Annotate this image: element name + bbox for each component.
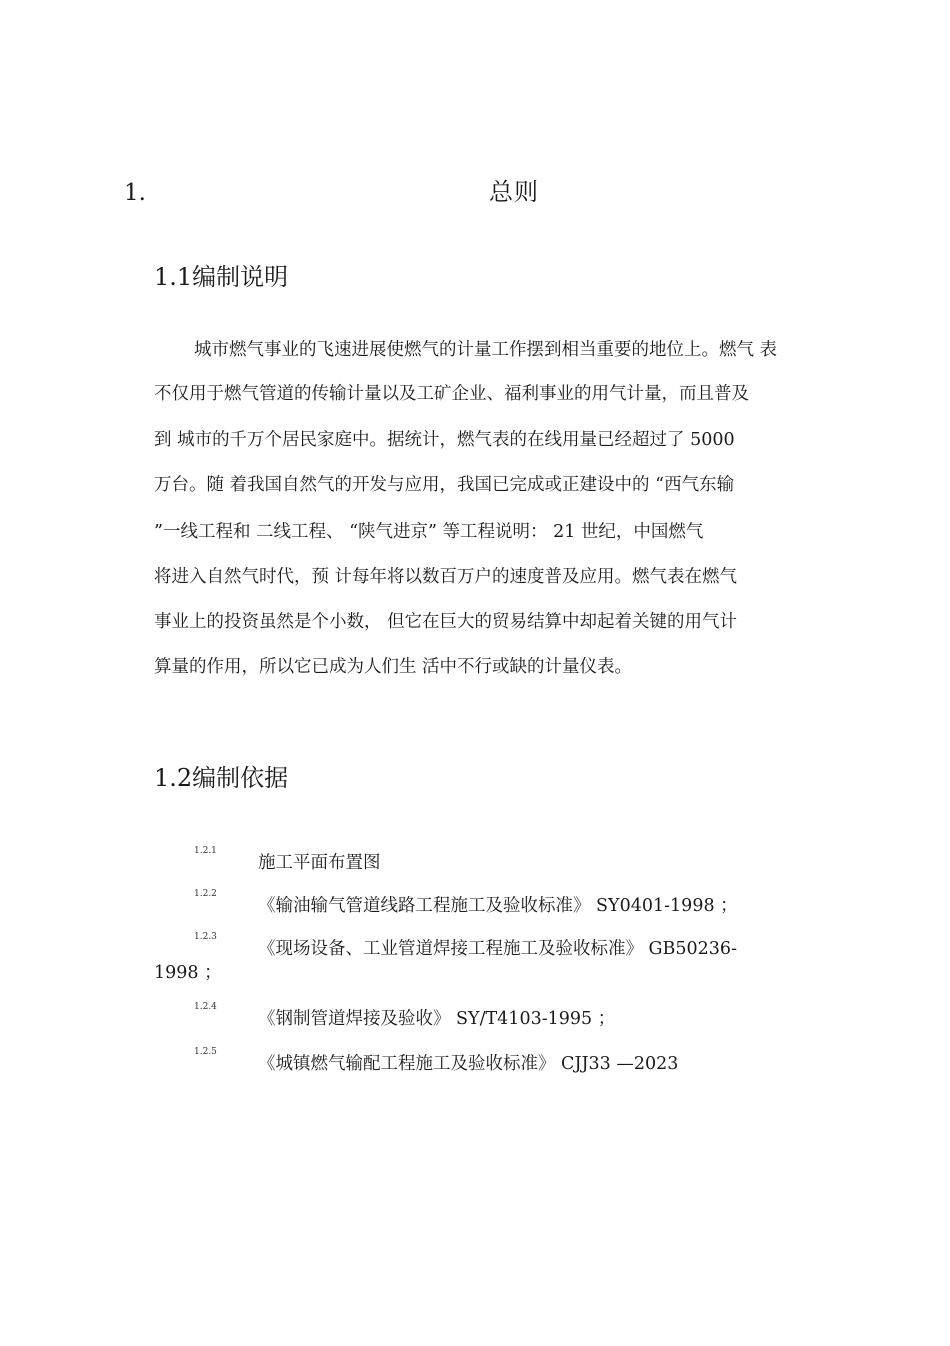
chapter-number: 1. (124, 180, 146, 206)
paragraph-line: 将进入自然气时代，预 计每年将以数百万户的速度普及应用。燃气表在燃气 (154, 567, 738, 587)
chapter-title: 总则 (489, 178, 539, 206)
paragraph-line: 不仅用于燃气管道的传输计量以及工矿企业、福利事业的用气计量，而且普及 (154, 384, 749, 404)
reference-number: 1.2.3 (194, 932, 217, 942)
reference-number: 1.2.2 (194, 889, 217, 899)
section-heading-1-2: 1.2编制依据 (154, 764, 289, 792)
reference-text: 《城镇燃气输配工程施工及验收标准》 CJJ33 —2023 (258, 1054, 679, 1074)
paragraph-line: 万台。随 着我国自然气的开发与应用，我国已完成或正建设中的 “西气东输 (154, 475, 735, 495)
reference-text: 《现场设备、工业管道焊接工程施工及验收标准》 GB50236- (258, 939, 737, 959)
reference-text: 施工平面布置图 (258, 853, 381, 873)
paragraph-line: 算量的作用，所以它已成为人们生 活中不行或缺的计量仪表。 (154, 657, 633, 677)
reference-number: 1.2.1 (194, 846, 217, 856)
paragraph-line: 到 城市的千万个居民家庭中。据统计，燃气表的在线用量已经超过了 5000 (154, 430, 735, 450)
reference-number: 1.2.5 (194, 1047, 217, 1057)
paragraph-line: 事业上的投资虽然是个小数， 但它在巨大的贸易结算中却起着关键的用气计 (154, 612, 738, 632)
reference-number: 1.2.4 (194, 1002, 217, 1012)
reference-text-continuation: 1998 ； (154, 963, 222, 983)
reference-text: 《输油输气管道线路工程施工及验收标准》 SY0401-1998 ； (258, 896, 738, 916)
paragraph-line: ”一线工程和 二线工程、 “陕气进京” 等工程说明： 21 世纪，中国燃气 (154, 522, 704, 542)
section-heading-1-1: 1.1编制说明 (154, 263, 289, 291)
paragraph-line: 城市燃气事业的飞速进展使燃气的计量工作摆到相当重要的地位上。燃气 表 (194, 340, 778, 360)
reference-text: 《钢制管道焊接及验收》 SY/T4103-1995 ； (258, 1009, 616, 1029)
